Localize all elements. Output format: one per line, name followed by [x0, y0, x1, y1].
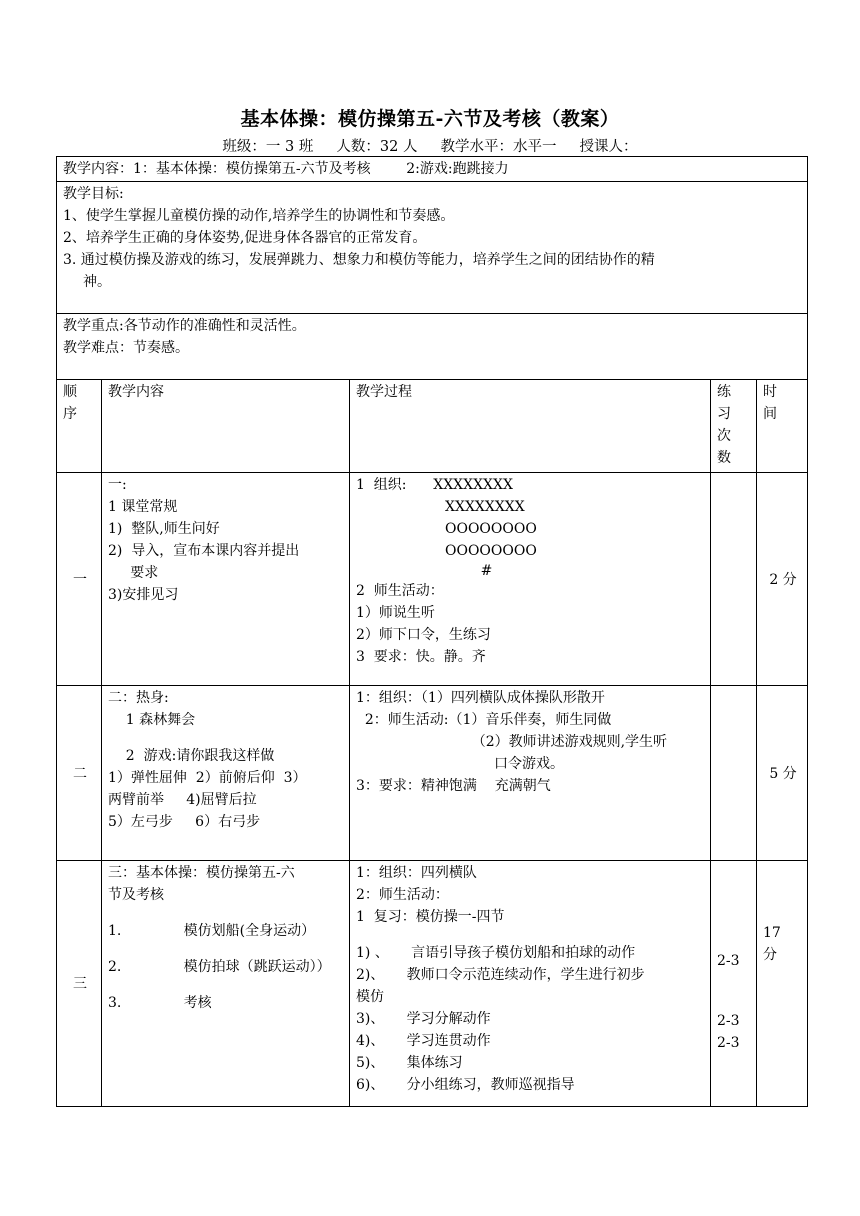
content-spacer	[108, 731, 345, 745]
section-reps	[711, 861, 757, 1107]
process-line: 4)、 学习连贯动作	[356, 1033, 491, 1049]
teaching-content-cell: 教学内容：1：基本体操：模仿操第五-六节及考核 2:游戏:跑跳接力	[57, 157, 808, 182]
process-line: 2）师下口令，生练习	[356, 627, 491, 643]
process-line: 1) 、 言语引导孩子模仿划船和拍球的动作	[356, 945, 636, 961]
section-index: 一	[57, 473, 102, 686]
time-value: 17 分	[763, 925, 781, 963]
reps-spacer	[717, 862, 752, 950]
teaching-difficulty: 教学难点：节奏感。	[63, 340, 189, 356]
content-line: 2. 模仿拍球（跳跃运动））	[108, 959, 331, 975]
section-time	[757, 861, 808, 1107]
section-content	[102, 686, 350, 861]
objective-item: 神。	[83, 274, 111, 290]
process-spacer	[356, 928, 706, 942]
section-content	[102, 473, 350, 686]
content-line: 5）左弓步 6）右弓步	[108, 814, 261, 830]
content-line: 要求	[108, 565, 159, 581]
process-line: 2：师生活动:（1）音乐伴奏，师生同做	[356, 712, 612, 728]
content-line: 2) 导入，宣布本课内容并提出	[108, 543, 300, 559]
section-process	[350, 686, 711, 861]
section-content	[102, 861, 350, 1107]
process-line: 3)、 学习分解动作	[356, 1011, 491, 1027]
content-spacer	[108, 942, 345, 956]
header-time: 时 间	[757, 380, 808, 473]
content-line: 3)安排见习	[108, 587, 179, 603]
content-line: 节及考核	[108, 887, 164, 903]
reps-value: 2-3	[717, 1035, 740, 1051]
content-line: 1）弹性屈伸 2）前俯后仰 3）	[108, 770, 307, 786]
objective-item: 2、培养学生正确的身体姿势,促进身体各器官的正常发育。	[63, 230, 427, 246]
process-line: OOOOOOOO	[356, 521, 537, 537]
header-content: 教学内容	[102, 380, 350, 473]
process-line: 模仿	[356, 989, 384, 1005]
section-row	[57, 686, 808, 861]
page-title: 基本体操：模仿操第五-六节及考核（教案）	[240, 108, 620, 130]
key-points-row	[57, 314, 808, 380]
process-line: 5)、 集体练习	[356, 1055, 463, 1071]
process-line: 2：师生活动：	[356, 887, 449, 903]
teaching-focus: 教学重点:各节动作的准确性和灵活性。	[63, 318, 306, 334]
process-line: XXXXXXXX	[356, 499, 525, 515]
section-index: 三	[57, 861, 102, 1107]
content-line: 2 游戏:请你跟我这样做	[108, 748, 275, 764]
content-line: 1 课堂常规	[108, 499, 178, 515]
content-line: 一:	[108, 477, 127, 493]
objectives-heading: 教学目标:	[63, 186, 124, 202]
time-spacer	[763, 862, 803, 922]
reps-value: 2-3	[717, 1013, 740, 1029]
content-row	[57, 157, 808, 182]
process-line: （2）教师讲述游戏规则,学生听	[356, 734, 668, 750]
content-line: 三：基本体操：模仿操第五-六	[108, 865, 295, 881]
section-reps	[711, 473, 757, 686]
section-process	[350, 861, 711, 1107]
process-line: 2)、 教师口令示范连续动作，学生进行初步	[356, 967, 645, 983]
content-line: 两臂前举 4)屈臂后拉	[108, 792, 257, 808]
reps-value: 2-3	[717, 953, 740, 969]
section-row	[57, 473, 808, 686]
objective-item: 1、使学生掌握儿童模仿操的动作,培养学生的协调性和节奏感。	[63, 208, 455, 224]
process-line: 1：组织：（1）四列横队成体操队形散开	[356, 690, 605, 706]
section-reps	[711, 686, 757, 861]
process-line: OOOOOOOO	[356, 543, 537, 559]
process-line: 3 要求：快。静。齐	[356, 649, 486, 665]
content-line: 二：热身:	[108, 690, 169, 706]
process-line: 6)、 分小组练习，教师巡视指导	[356, 1077, 575, 1093]
objective-item: 3. 通过模仿操及游戏的练习，发展弹跳力、想象力和模仿等能力，培养学生之间的团结协作的精	[63, 252, 655, 268]
section-index: 二	[57, 686, 102, 861]
content-spacer	[108, 906, 345, 920]
process-line: 1 复习：模仿操一-四节	[356, 909, 505, 925]
header-order: 顺 序	[57, 380, 102, 473]
reps-spacer	[717, 972, 752, 1010]
content-line: 1) 整队,师生问好	[108, 521, 220, 537]
header-process: 教学过程	[350, 380, 711, 473]
content-spacer	[108, 978, 345, 992]
process-line: 1 组织: XXXXXXXX	[356, 477, 513, 493]
process-line: 口令游戏。	[356, 756, 564, 772]
process-line: #	[356, 563, 493, 579]
header-reps: 练 习 次 数	[711, 380, 757, 473]
section-process	[350, 473, 711, 686]
content-line: 3. 考核	[108, 995, 212, 1011]
class-info-line: 班级：一 3 班 人数：32 人 教学水平：水平一 授课人：	[222, 139, 638, 155]
section-time: 5 分	[757, 686, 808, 861]
objectives-cell	[57, 182, 808, 314]
process-line: 1：组织：四列横队	[356, 865, 477, 881]
content-line: 1. 模仿划船(全身运动）	[108, 923, 316, 939]
process-line: 2 师生活动：	[356, 583, 444, 599]
process-line: 3：要求：精神饱满 充满朝气	[356, 778, 551, 794]
header-row	[57, 380, 808, 473]
lesson-plan-table	[56, 156, 808, 1107]
objectives-row	[57, 182, 808, 314]
key-points-cell	[57, 314, 808, 380]
process-line: 1）师说生听	[356, 605, 435, 621]
content-line: 1 森林舞会	[108, 712, 196, 728]
section-row	[57, 861, 808, 1107]
section-time: 2 分	[757, 473, 808, 686]
